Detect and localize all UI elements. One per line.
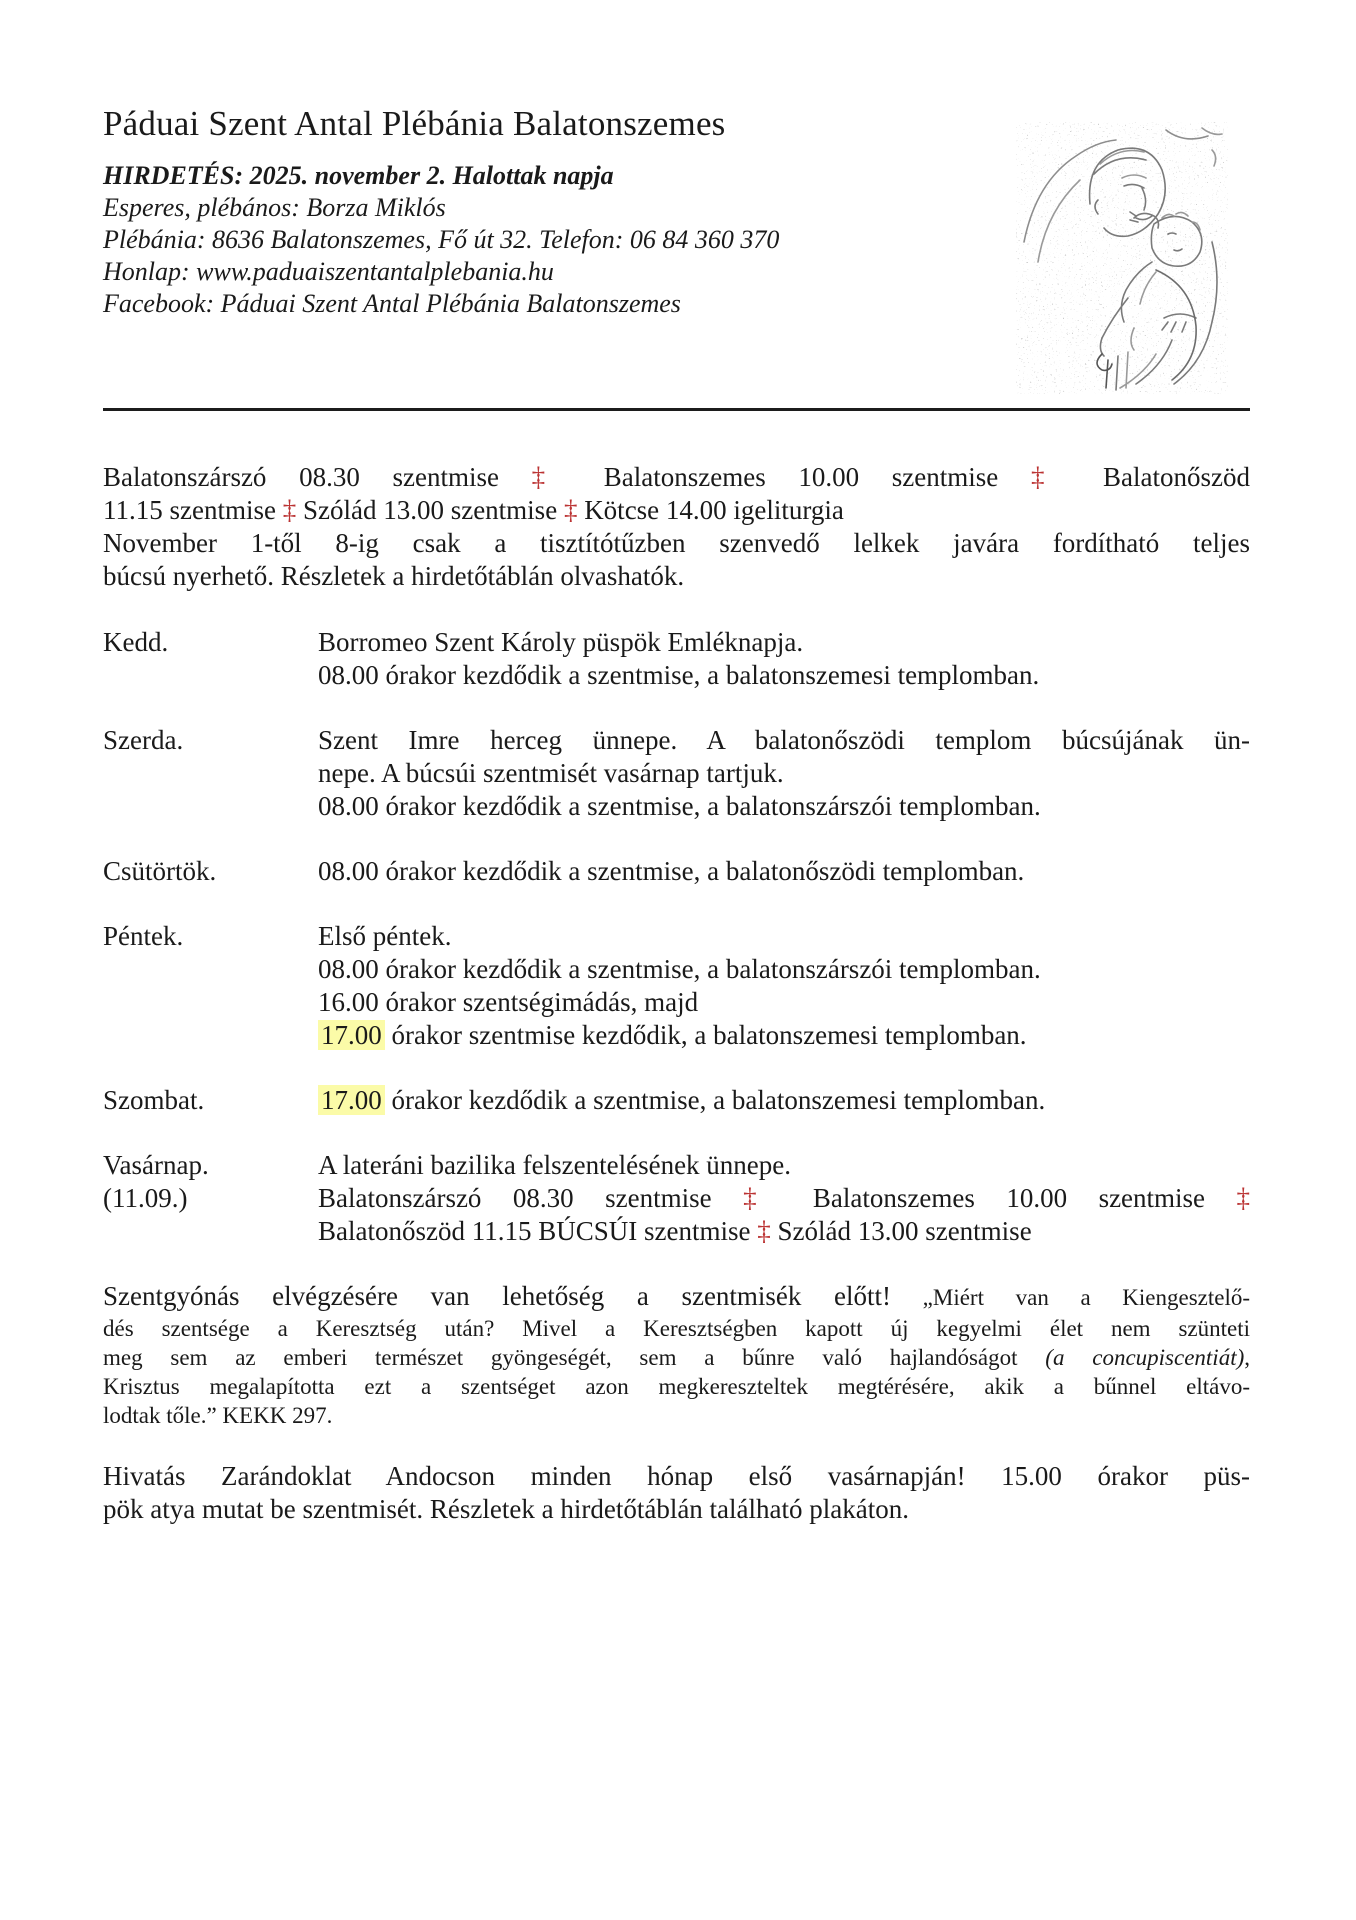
schedule-row-tuesday [103,626,1250,692]
confession-line-4: Krisztus megalapította ezt a szentséget azon megkereszteltek megtérésére, akik a bűnnel eltávo- [103,1374,1250,1399]
sketch-svg [1016,122,1228,394]
pilgrimage-line-2: pök atya mutat be szentmisét. Részletek a hirdetőtáblán található plakáton. [103,1494,909,1524]
mass-times-line-1: Balatonszárszó 08.30 szentmise ‡ Balatonszemes 10.00 szentmise ‡ Balatonőszöd [103,462,1251,492]
day-label: Csütörtök. [103,856,217,886]
red-cross-icon: ‡ [563,495,578,525]
schedule-row-friday [103,920,1250,1052]
intro-paragraphs [103,461,1250,593]
day-date-label: (11.09.) [103,1183,188,1213]
weekly-schedule [103,626,1250,1248]
confession-line-1: Szentgyónás elvégzésére van lehetőség a szentmisék előtt! „Miért van a Kiengesztelő- [103,1281,1251,1311]
red-cross-icon: ‡ [282,495,297,525]
red-cross-icon: ‡ [1030,462,1071,492]
header [103,104,1250,320]
red-cross-icon: ‡ [757,1216,771,1246]
indulgence-note-line-2: búcsú nyerhető. Részletek a hirdetőtáblán olvashatók. [103,561,685,591]
schedule-text: Borromeo Szent Károly püspök Emléknapja. [318,627,804,657]
schedule-row-saturday [103,1084,1250,1117]
mass-times-line-2: 11.15 szentmise ‡ Szólád 13.00 szentmise ‡ Kötcse 14.00 igeliturgia [103,495,844,525]
confession-line-5: lodtak tőle.” KEKK 297. [103,1403,333,1428]
schedule-text: A lateráni bazilika felszentelésének ünnepe. [318,1150,792,1180]
saint-anthony-with-child-image [1016,122,1228,394]
schedule-text: 08.00 órakor kezdődik a szentmise, a balatonőszödi templomban. [318,856,1025,886]
confession-paragraph [103,1280,1250,1430]
schedule-text: 16.00 órakor szentségimádás, majd [318,987,699,1017]
priest-line: Esperes, plébános: Borza Miklós [103,193,446,222]
address-phone-line: Plébánia: 8636 Balatonszemes, Fő út 32. Telefon: 06 84 360 370 [103,225,780,254]
confession-lead: Szentgyónás elvégzésére van lehetőség a szentmisék előtt! [103,1281,892,1311]
announcement-line: HIRDETÉS: 2025. november 2. Halottak napja [103,161,614,190]
header-divider [103,408,1250,411]
schedule-text: 08.00 órakor kezdődik a szentmise, a balatonszárszói templomban. [318,954,1041,984]
highlighted-time: 17.00 [318,1085,385,1115]
pilgrimage-line-1: Hivatás Zarándoklat Andocson minden hónap első vasárnapján! 15.00 órakor püs- [103,1461,1250,1491]
schedule-text: 08.00 órakor kezdődik a szentmise, a balatonszemesi templomban. [318,660,1040,690]
pilgrimage-paragraph [103,1460,1250,1526]
red-cross-icon: ‡ [743,1183,782,1213]
confession-line-3: meg sem az emberi természet gyöngeségét, sem a bűnre való hajlandóságot (a concupiscentiát), [103,1345,1250,1370]
confession-line-2: dés szentsége a Keresztség után? Mivel a Keresztségben kapott új kegyelmi élet nem szünteti [103,1316,1250,1341]
schedule-text: Balatonőszöd 11.15 BÚCSÚI szentmise ‡ Szólád 13.00 szentmise [318,1216,1032,1246]
website-line: Honlap: www.paduaiszentantalplebania.hu [103,257,554,286]
schedule-row-wednesday [103,724,1250,823]
schedule-text: 17.00 órakor kezdődik a szentmise, a balatonszemesi templomban. [318,1084,1250,1117]
schedule-text: Első péntek. [318,921,452,951]
schedule-text: nepe. A búcsúi szentmisét vasárnap tartjuk. [318,758,784,788]
day-label: Szombat. [103,1085,205,1115]
highlighted-time: 17.00 [318,1020,385,1050]
schedule-row-sunday [103,1149,1250,1248]
red-cross-icon: ‡ [1236,1183,1251,1213]
day-label: Vasárnap. [103,1150,209,1180]
schedule-text: Balatonszárszó 08.30 szentmise ‡ Balatonszemes 10.00 szentmise ‡ [318,1183,1251,1213]
schedule-text: 17.00 órakor szentmise kezdődik, a balatonszemesi templomban. [318,1019,1250,1052]
page-title: Páduai Szent Antal Plébánia Balatonszemes [103,104,726,143]
schedule-row-thursday [103,855,1250,888]
facebook-line: Facebook: Páduai Szent Antal Plébánia Balatonszemes [103,289,681,318]
schedule-text: 08.00 órakor kezdődik a szentmise, a balatonszárszói templomban. [318,791,1041,821]
red-cross-icon: ‡ [531,462,572,492]
schedule-text: Szent Imre herceg ünnepe. A balatonőszödi templom búcsújának ün- [318,725,1250,755]
day-label: Kedd. [103,627,169,657]
latin-term: (a concupiscentiát) [1045,1345,1245,1370]
day-label: Péntek. [103,921,184,951]
indulgence-note-line-1: November 1-től 8-ig csak a tisztítótűzben szenvedő lelkek javára fordítható teljes [103,528,1250,558]
day-label: Szerda. [103,725,184,755]
